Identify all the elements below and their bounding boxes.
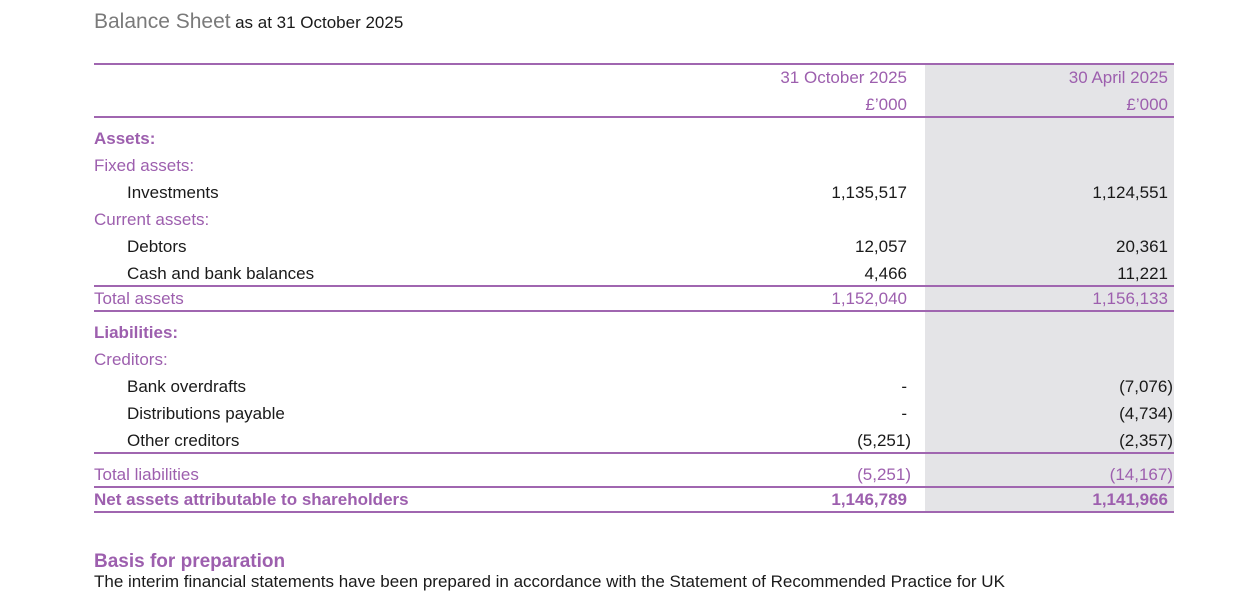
net-assets-prior: 1,141,966 — [1092, 490, 1168, 509]
liabilities-heading: Liabilities: — [94, 323, 179, 342]
basis-heading: Basis for preparation — [94, 551, 286, 572]
assets-heading: Assets: — [94, 129, 156, 148]
page-title — [94, 10, 403, 34]
investments-current: 1,135,517 — [831, 183, 907, 202]
column-header-prior-unit: £’000 — [1126, 95, 1168, 114]
total-assets-current: 1,152,040 — [831, 289, 907, 308]
debtors-prior: 20,361 — [1116, 237, 1168, 256]
cash-prior: 11,221 — [1117, 264, 1168, 283]
other-creditors-current: (5,251) — [857, 431, 911, 450]
creditors-heading: Creditors: — [94, 350, 168, 369]
investments-label: Investments — [127, 183, 219, 202]
total-assets-prior: 1,156,133 — [1092, 289, 1168, 308]
total-assets-top-rule — [94, 285, 1174, 287]
distributions-label: Distributions payable — [127, 404, 285, 423]
total-liabilities-label: Total liabilities — [94, 465, 199, 484]
fixed-assets-heading: Fixed assets: — [94, 156, 195, 175]
overdrafts-prior: (7,076) — [1119, 377, 1173, 396]
current-assets-heading: Current assets: — [94, 210, 210, 229]
title-date: as at 31 October 2025 — [235, 13, 404, 32]
debtors-label: Debtors — [127, 237, 187, 256]
title-main: Balance Sheet — [94, 10, 231, 33]
total-liabilities-prior: (14,167) — [1109, 465, 1173, 484]
net-assets-current: 1,146,789 — [831, 490, 907, 509]
net-assets-top-rule — [94, 486, 1174, 488]
header-bottom-rule — [94, 116, 1174, 118]
column-header-current-unit: £’000 — [865, 95, 907, 114]
total-liabilities-top-rule — [94, 452, 1174, 454]
other-creditors-prior: (2,357) — [1119, 431, 1173, 450]
column-header-current-date: 31 October 2025 — [780, 68, 907, 87]
overdrafts-label: Bank overdrafts — [127, 377, 247, 396]
distributions-prior: (4,734) — [1119, 404, 1173, 423]
total-assets-bottom-rule — [94, 310, 1174, 312]
total-liabilities-current: (5,251) — [857, 465, 911, 484]
debtors-current: 12,057 — [855, 237, 907, 256]
cash-label: Cash and bank balances — [127, 264, 315, 283]
table-top-rule — [94, 63, 1174, 65]
distributions-current: - — [901, 404, 907, 423]
table-bottom-rule — [94, 511, 1174, 513]
basis-paragraph: The interim financial statements have been prepared in accordance with the Statement of Recommended Practice for UK — [94, 572, 1005, 591]
net-assets-label: Net assets attributable to shareholders — [94, 490, 409, 509]
overdrafts-current: - — [901, 377, 907, 396]
other-creditors-label: Other creditors — [127, 431, 240, 450]
investments-prior: 1,124,551 — [1092, 183, 1168, 202]
cash-current: 4,466 — [864, 264, 907, 283]
total-assets-label: Total assets — [94, 289, 184, 308]
column-header-prior-date: 30 April 2025 — [1068, 68, 1168, 87]
